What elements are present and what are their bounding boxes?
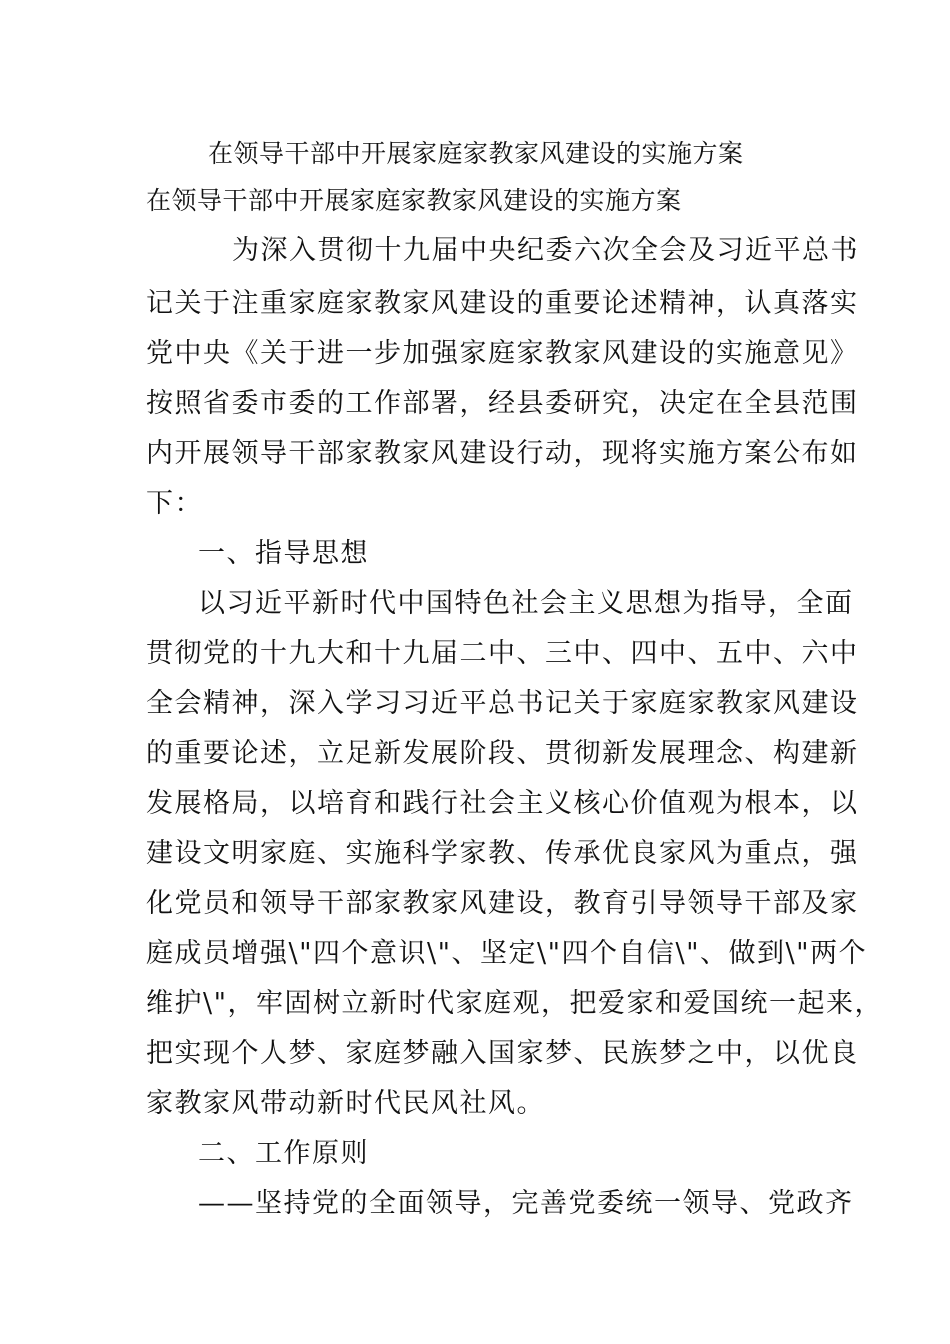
paragraph-line: 按照省委市委的工作部署，经县委研究，决定在全县范围	[146, 388, 859, 419]
paragraph-line: 为深入贯彻十九届中央纪委六次全会及习近平总书	[232, 235, 859, 266]
paragraph-line: 下：	[146, 488, 203, 519]
paragraph-line: 贯彻党的十九大和十九届二中、三中、四中、五中、六中	[146, 638, 859, 669]
paragraph-line: 党中央《关于进一步加强家庭家教家风建设的实施意见》	[146, 338, 859, 369]
section-heading: 二、工作原则	[198, 1138, 369, 1169]
paragraph-line: 的重要论述，立足新发展阶段、贯彻新发展理念、构建新	[146, 738, 859, 769]
paragraph-line: 建设文明家庭、实施科学家教、传承优良家风为重点，强	[146, 838, 859, 869]
paragraph-line: 庭成员增强\"四个意识\"、坚定\"四个自信\"、做到\"两个	[146, 938, 868, 969]
document-subtitle: 在领导干部中开展家庭家教家风建设的实施方案	[146, 186, 682, 215]
paragraph-line: 家教家风带动新时代民风社风。	[146, 1088, 545, 1119]
document-title: 在领导干部中开展家庭家教家风建设的实施方案	[208, 139, 744, 168]
paragraph-line: 化党员和领导干部家教家风建设，教育引导领导干部及家	[146, 888, 859, 919]
paragraph-line: 内开展领导干部家教家风建设行动，现将实施方案公布如	[146, 438, 859, 469]
paragraph-line: 发展格局，以培育和践行社会主义核心价值观为根本，以	[146, 788, 859, 819]
paragraph-line: ——坚持党的全面领导，完善党委统一领导、党政齐	[198, 1188, 854, 1219]
paragraph-line: 维护\"，牢固树立新时代家庭观，把爱家和爱国统一起来，	[146, 988, 884, 1019]
paragraph-line: 把实现个人梦、家庭梦融入国家梦、民族梦之中，以优良	[146, 1038, 859, 1069]
paragraph-line: 记关于注重家庭家教家风建设的重要论述精神，认真落实	[146, 288, 859, 319]
section-heading: 一、指导思想	[198, 538, 369, 569]
paragraph-line: 全会精神，深入学习习近平总书记关于家庭家教家风建设	[146, 688, 859, 719]
paragraph-line: 以习近平新时代中国特色社会主义思想为指导，全面	[198, 588, 854, 619]
